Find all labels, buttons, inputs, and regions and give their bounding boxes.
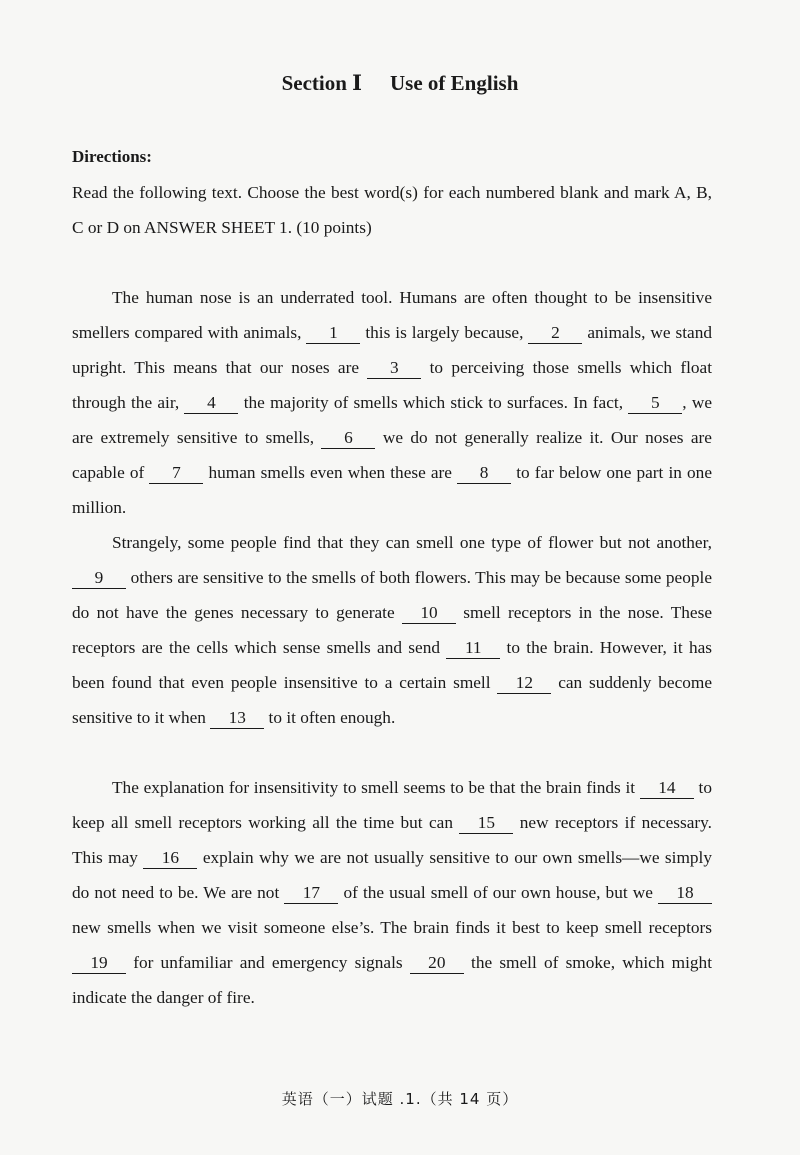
blank-20: 20 — [410, 953, 464, 974]
blank-19: 19 — [72, 953, 126, 974]
passage-text: Strangely, some people find that they can smell one type of flower but not another, — [112, 533, 712, 552]
passage-text: can suddenly become sensitive to it when — [72, 673, 712, 727]
page-footer: 英语（一）试题 .1.（共 14 页） — [281, 1090, 519, 1108]
passage-paragraph-1 — [72, 280, 712, 525]
blank-10: 10 — [402, 603, 456, 624]
passage-text: to it often enough. — [264, 708, 396, 727]
blank-2: 2 — [528, 323, 582, 344]
blank-16: 16 — [143, 848, 197, 869]
blank-4: 4 — [184, 393, 238, 414]
blank-15: 15 — [459, 813, 513, 834]
blank-7: 7 — [149, 463, 203, 484]
directions-text: Read the following text. Choose the best word(s) for each numbered blank and mark A, B, C or D on ANSWER SHEET 1. (10 points) — [72, 183, 712, 237]
passage-text: this is largely because, — [360, 323, 529, 342]
passage-text: human smells even when these are — [203, 463, 458, 482]
passage-paragraph-3 — [72, 770, 712, 1015]
passage-text: the majority of smells which stick to surfaces. In fact, — [238, 393, 629, 412]
section-title — [0, 70, 800, 96]
blank-17: 17 — [284, 883, 338, 904]
passage-text: the smell of smoke, which might indicate the danger of fire. — [72, 953, 712, 1007]
blank-1: 1 — [306, 323, 360, 344]
blank-8: 8 — [457, 463, 511, 484]
passage-text: to the brain. However, it has been found that even people insensitive to a certain smell — [72, 638, 712, 692]
blank-13: 13 — [210, 708, 264, 729]
section-name: Use of English — [390, 71, 519, 95]
passage-text: explain why we are not usually sensitive to our own smells—we simply do not need to be. We are not — [72, 848, 712, 902]
passage-text: for unfamiliar and emergency signals — [126, 953, 410, 972]
blank-6: 6 — [321, 428, 375, 449]
passage-text: others are sensitive to the smells of both flowers. This may be because some people do not have the genes necessary to generate — [72, 568, 712, 622]
passage-text: The explanation for insensitivity to smell seems to be that the brain finds it — [112, 778, 640, 797]
blank-14: 14 — [640, 778, 694, 799]
passage-paragraph-2 — [72, 525, 712, 735]
passage-text: we do not generally realize it. Our noses are capable of — [72, 428, 712, 482]
passage-text: of the usual smell of our own house, but we — [338, 883, 658, 902]
blank-9: 9 — [72, 568, 126, 589]
blank-18: 18 — [658, 883, 712, 904]
blank-5: 5 — [628, 393, 682, 414]
blank-11: 11 — [446, 638, 500, 659]
blank-3: 3 — [367, 358, 421, 379]
passage-text: new receptors if necessary. This may — [72, 813, 712, 867]
passage-text: to perceiving those smells which float through the air, — [72, 358, 712, 412]
directions-heading: Directions: — [72, 147, 152, 166]
blank-12: 12 — [497, 673, 551, 694]
passage-text: animals, we stand upright. This means that our noses are — [72, 323, 712, 377]
passage-text: new smells when we visit someone else’s. The brain finds it best to keep smell receptors — [72, 918, 712, 937]
passage-text: to keep all smell receptors working all the time but can — [72, 778, 712, 832]
passage-text: smell receptors in the nose. These receptors are the cells which sense smells and send — [72, 603, 712, 657]
section-number: Section Ⅰ — [281, 71, 363, 95]
passage-text: , we are extremely sensitive to smells, — [72, 393, 712, 447]
passage-text: to far below one part in one million. — [72, 463, 712, 517]
passage-text: The human nose is an underrated tool. Humans are often thought to be insensitive smellers compared with animals, — [72, 288, 712, 342]
